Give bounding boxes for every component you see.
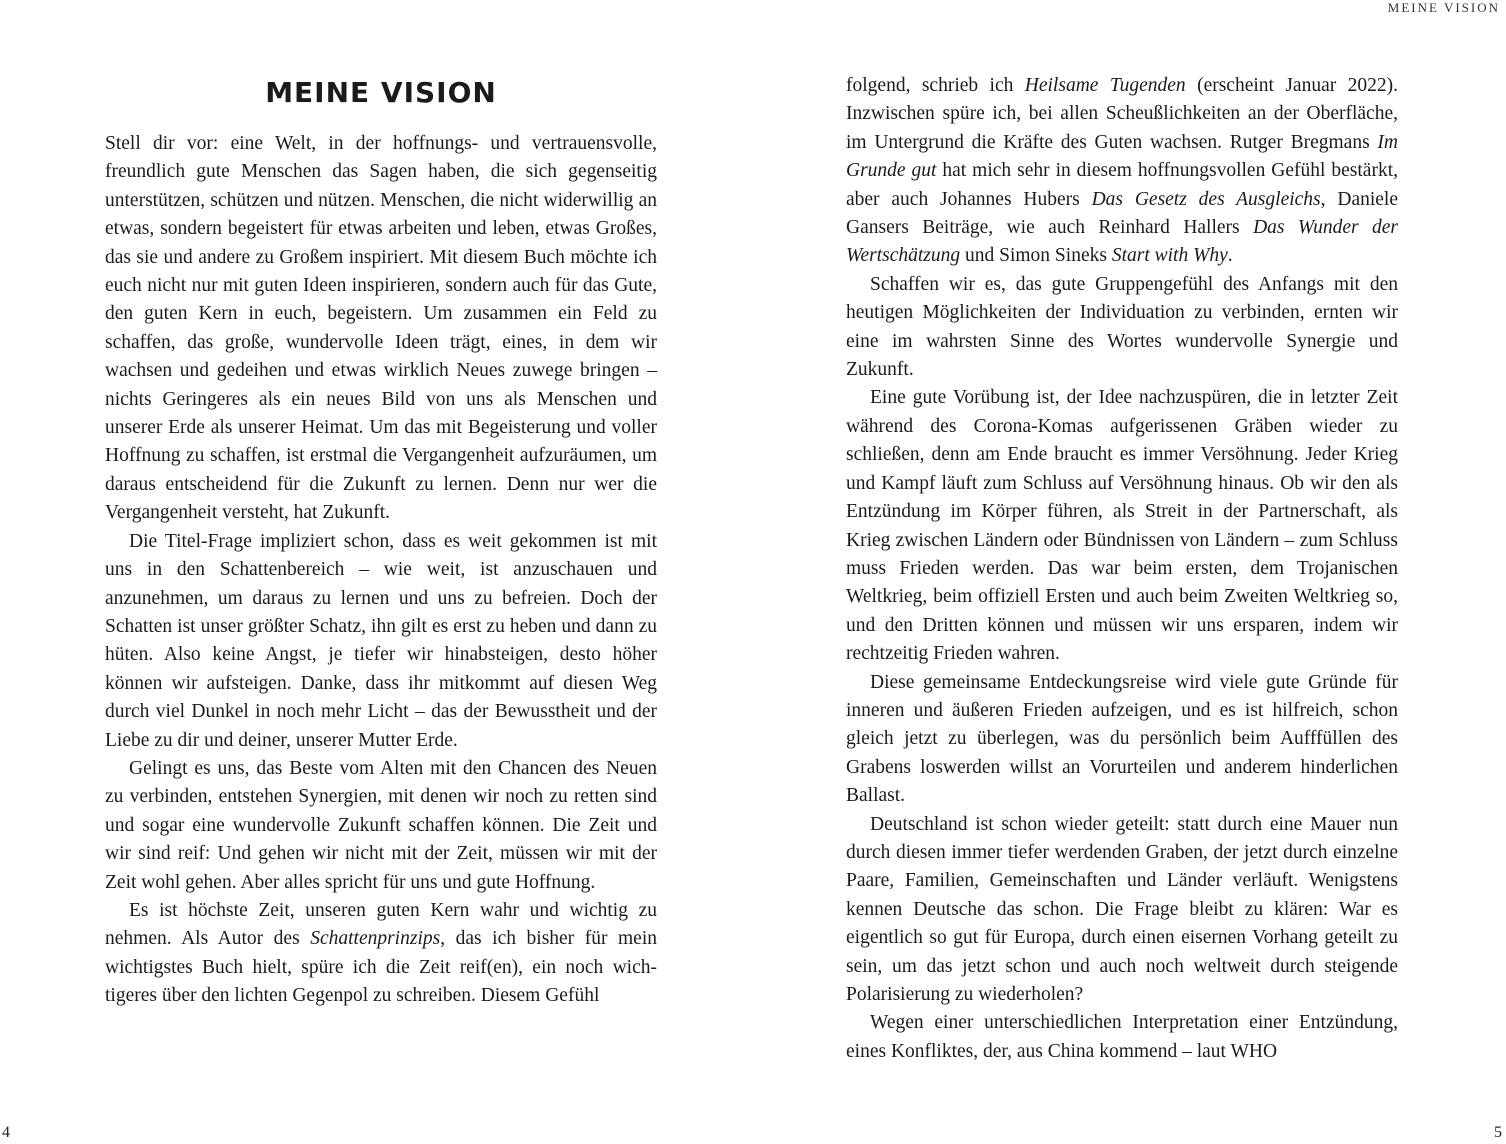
paragraph: Schaffen wir es, das gute Gruppengefühl des Anfangs mit den heutigen Möglichkeiten der Individuation zu verbinden, ernten wir eine im wahrsten Sinne des Wortes wundervolle Synergie und Zukunft. xyxy=(846,273,1398,381)
paragraph: Eine gute Vorübung ist, der Idee nachzuspüren, die in letzter Zeit während des Corona-Komas aufgerissenen Gräben wieder zu schließen, denn am Ende braucht es immer Versöhnung. Jeder Krieg und Kampf läuft zum Schluss auf Versöhnung hinaus. Ob wir den als Entzündung im Körper führen, als Streit in der Partnerschaft, als Krieg zwischen Ländern oder Bündnissen von Ländern – zum Schluss muss Frieden werden. Das war beim ersten, dem Trojanischen Weltkrieg, beim offiziell Ersten und auch beim Zweiten Weltkrieg so, und den Dritten können und müssen wir uns ersparen, indem wir rechtzeitig Frieden wahren. xyxy=(846,387,1398,665)
text-run: Es ist höchste Zeit, unseren guten Kern wahr und wichtig zu nehmen. Als Autor des xyxy=(105,899,657,950)
paragraph: Diese gemeinsame Entdeckungsreise wird viele gute Gründe für inneren und äußeren Frieden aufzeigen, und es ist hilfreich, schon gleich jetzt zu überlegen, was du persönlich beim Aufffüllen des Grabens loswerden willst an Vorurteilen und anderem hinderlichen Ballast. xyxy=(846,671,1398,807)
paragraph: Stell dir vor: eine Welt, in der hoffnungs- und vertrauensvolle, freundlich gute Menschen das Sagen haben, die sich gegenseitig unterstützen, schützen und nützen. Menschen, die nicht widerwillig an etwas, sondern begeistert für etwas arbeiten und leben, etwas Großes, das sie und andere zu Großem inspiriert. Mit diesem Buch möchte ich euch nicht nur mit guten Ideen inspirieren, sondern auch für das Gute, den guten Kern in euch, begeistern. Um zusammen ein Feld zu schaffen, das große, wundervolle Ideen trägt, eines, in dem wir wachsen und gedeihen und etwas wirklich Neues zuwege bringen – nichts Geringeres als ein neues Bild von uns als Menschen und unserer Erde als unserer Heimat. Um das mit Begeisterung und voller Hoffnung zu schaffen, ist erstmal die Vergangenheit aufzuräumen, um daraus entscheidend für die Zukunft zu lernen. Denn nur wer die Vergangenheit versteht, hat Zukunft. xyxy=(105,133,657,524)
book-title: Im Grunde gut xyxy=(846,131,1398,182)
running-head: MEINE VISION xyxy=(1387,0,1500,15)
chapter-title: MEINE VISION xyxy=(265,76,497,109)
paragraph xyxy=(105,897,657,1011)
book-title: Das Gesetz des Ausgleichs xyxy=(1091,188,1321,210)
text-run: , das ich bisher für mein wichtigstes Buch hielt, spüre ich die Zeit reif(en), ein noch wichtigeres über den lichten Gegenpol zu schreiben. Diesem Gefühl xyxy=(105,928,657,1007)
text-run: , Daniele Gansers Beiträge, wie auch Reinhard Hallers xyxy=(846,188,1398,239)
book-title: Heilsame Tugenden xyxy=(1024,75,1186,96)
right-page-text xyxy=(846,72,1398,1066)
text-run: . xyxy=(1227,245,1233,267)
text-run: folgend, schrieb ich xyxy=(846,75,1025,96)
text-run: hat mich sehr in diesem hoffnungsvollen Gefühl bestärkt, aber auch Johannes Hubers xyxy=(846,160,1398,210)
book-title: Das Wunder der Wertschätzung xyxy=(846,217,1398,267)
book-title: Start with Why xyxy=(1111,245,1228,267)
paragraph: Wegen einer unterschiedlichen Interpretation einer Entzündung, eines Konfliktes, der, aus China kommend – laut WHO xyxy=(846,1012,1398,1062)
text-run: (erscheint Januar 2022). Inzwischen spüre ich, bei allen Scheußlichkeiten an der Oberfläche, im Untergrund die Kräfte des Guten wachsen. Rutger Bregmans xyxy=(846,75,1399,153)
book-title: Schattenprinzips xyxy=(310,928,441,950)
paragraph: Die Titel-Frage impliziert schon, dass es weit gekommen ist mit uns in den Schattenbereich – wie weit, ist anzuschauen und anzunehmen, um daraus zu lernen und uns zu befreien. Doch der Schatten ist unser größter Schatz, ihn gilt es erst zu heben und dann zu hüten. Also keine Angst, je tiefer wir hinabsteigen, desto höher können wir aufsteigen. Danke, dass ihr mitkommt auf diesen Weg durch viel Dunkel in noch mehr Licht – das der Bewusstheit und der Liebe zu dir und deiner, unserer Mutter Erde. xyxy=(105,530,657,751)
paragraph xyxy=(846,72,1398,271)
paragraph: Deutschland ist schon wieder geteilt: statt durch eine Mauer nun durch diesen immer tiefer werdenden Graben, der jetzt durch einzelne Paare, Familien, Gemeinschaften und Länder verläuft. Wenigstens kennen Deutsche das schon. Die Frage bleibt zu klären: War es eigentlich so gut für Europa, durch einen eisernen Vorhang geteilt zu sein, um das jetzt schon und auch noch weltweit durch steigende Polarisierung zu wiederholen? xyxy=(846,813,1398,1005)
page-number-right: 5 xyxy=(1494,1124,1502,1141)
paragraph: Gelingt es uns, das Beste vom Alten mit den Chancen des Neuen zu verbinden, entstehen Synergien, mit denen wir noch zu retten sind und sogar eine wundervolle Zukunft schaffen können. Die Zeit und wir sind reif: Und gehen wir nicht mit der Zeit, müssen wir mit der Zeit wohl gehen. Aber alles spricht für uns und gute Hoffnung. xyxy=(105,757,657,893)
left-page-text xyxy=(105,130,657,1011)
text-run: und Simon Sineks xyxy=(960,245,1112,267)
page-number-left: 4 xyxy=(2,1124,10,1141)
